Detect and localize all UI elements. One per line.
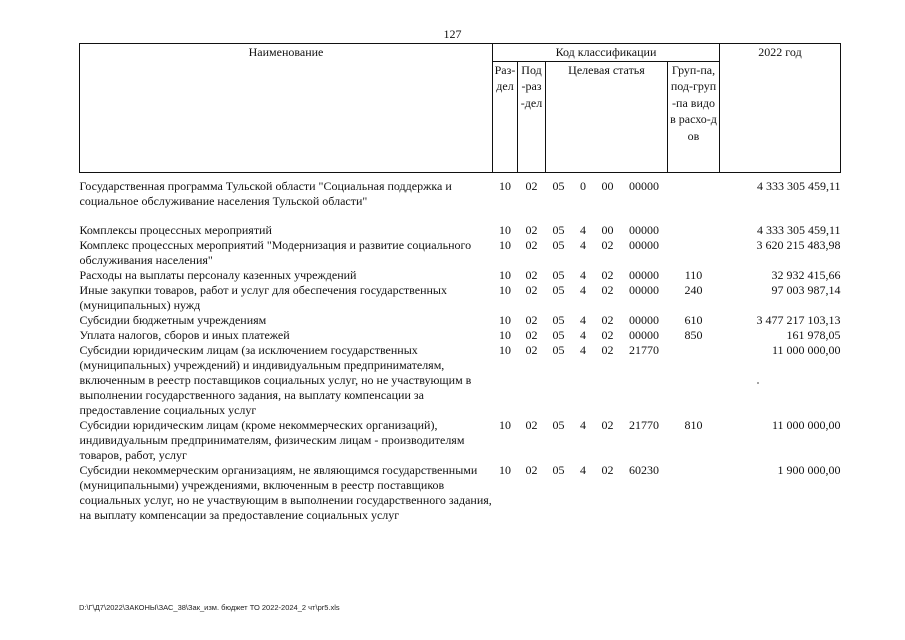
row-code-c3: 05 (552, 282, 565, 297)
row-name: Комплекс процессных мероприятий "Модернизация и развитие социального обслуживания населения" (79, 237, 472, 267)
row-code-c6: 21770 (629, 342, 659, 357)
header-podrazdel (518, 61, 546, 172)
row-code-c5: 00 (601, 178, 614, 193)
row-code-c4: 4 (580, 417, 586, 432)
row-code-c3: 05 (552, 222, 565, 237)
row-code-c3: 05 (552, 417, 565, 432)
row-group-code: 610 (684, 312, 703, 327)
row-code-c2: 02 (525, 222, 538, 237)
header-group-text: Груп-па, под-груп-па видов расхо-дов (670, 62, 717, 143)
row-code-c5: 02 (601, 267, 614, 282)
row-name: Субсидии юридическим лицам (за исключением государственных (муниципальных) учреждений) и индивидуальным предпринимателям, включенным в реестр поставщиков социальных услуг, но не участвующим в выполнении государственного задания, на выплату компенсации за предоставление социальных услуг (79, 342, 472, 417)
budget-table (79, 43, 841, 523)
row-code-c2: 02 (525, 312, 538, 327)
row-name: Субсидии некоммерческим организациям, не являющимся государственными (муниципальными) учреждениями, включенным в реестр поставщиков социальных услуг, но не участвующим в выполнении государственного задания, на выплату компенсации за предоставление социальных услуг (79, 462, 492, 522)
row-code-c1: 10 (499, 417, 511, 432)
header-year: 2022 год (720, 44, 841, 173)
row-amount: 161 978,05 (786, 327, 841, 342)
row-code-c1: 10 (499, 282, 511, 297)
row-code-c4: 4 (580, 312, 586, 327)
row-code-c3: 05 (552, 267, 565, 282)
row-code-c5: 02 (601, 327, 614, 342)
table-row (80, 463, 841, 523)
row-code-c5: 02 (601, 462, 614, 477)
row-code-c4: 4 (580, 462, 586, 477)
row-amount: 4 333 305 459,11 (756, 222, 841, 237)
row-code-c2: 02 (525, 267, 538, 282)
row-code-c5: 02 (601, 282, 614, 297)
row-amount: 3 620 215 483,98 (756, 237, 841, 252)
row-code-c5: 02 (601, 417, 614, 432)
row-code-c2: 02 (525, 178, 538, 193)
row-amount: 3 477 217 103,13 (756, 312, 841, 327)
row-amount: 1 900 000,00 (777, 462, 841, 477)
table-row (80, 223, 841, 238)
row-code-c2: 02 (525, 282, 538, 297)
row-code-c1: 10 (499, 327, 511, 342)
header-name: Наименование (80, 44, 493, 173)
row-group-code: 110 (684, 267, 703, 282)
row-gap (80, 209, 841, 223)
row-code-c6: 00000 (629, 267, 659, 282)
row-name: Субсидии бюджетным учреждениям (79, 312, 267, 327)
row-code-c5: 02 (601, 312, 614, 327)
row-code-c5: 00 (601, 222, 614, 237)
row-code-c6: 00000 (629, 222, 659, 237)
row-group-code: 850 (684, 327, 703, 342)
row-code-c2: 02 (525, 342, 538, 357)
row-name: Иные закупки товаров, работ и услуг для обеспечения государственных (муниципальных) нужд (79, 282, 447, 312)
row-code-c3: 05 (552, 327, 565, 342)
row-code-c6: 21770 (629, 417, 659, 432)
row-code-c1: 10 (499, 222, 511, 237)
table-row (80, 343, 841, 418)
row-code-c1: 10 (499, 342, 511, 357)
table-row (80, 283, 841, 313)
row-amount: 97 003 987,14 (771, 282, 841, 297)
row-code-c1: 10 (499, 237, 511, 252)
row-amount: 11 000 000,00 (771, 342, 841, 357)
row-code-c6: 60230 (629, 462, 659, 477)
table-row (80, 313, 841, 328)
row-name: Государственная программа Тульской области "Социальная поддержка и социальное обслуживание населения Тульской области" (79, 178, 452, 208)
row-code-c6: 00000 (629, 178, 659, 193)
row-name: Уплата налогов, сборов и иных платежей (79, 327, 290, 342)
header-classification: Код классификации (493, 44, 720, 62)
row-code-c3: 05 (552, 312, 565, 327)
row-code-c2: 02 (525, 462, 538, 477)
row-group-code: 240 (684, 282, 703, 297)
row-code-c3: 05 (552, 462, 565, 477)
header-group (668, 61, 720, 172)
row-code-c2: 02 (525, 417, 538, 432)
row-group-code (668, 463, 720, 523)
file-path-footer: D:\Г\Д7\2022\ЗАКОНЫ\ЗАС_38\Зак_изм. бюджет ТО 2022-2024_2 чт\pr5.xls (79, 603, 340, 612)
header-podrazdel-text: Под-раз-дел (520, 62, 543, 110)
table-row (80, 268, 841, 283)
row-code-c3: 05 (552, 342, 565, 357)
row-code-c4: 4 (580, 327, 586, 342)
row-code-c1: 10 (499, 462, 511, 477)
row-code-c1: 10 (499, 178, 511, 193)
row-code-c6: 00000 (629, 282, 659, 297)
header-target-article: Целевая статья (546, 61, 668, 172)
header-razdel (493, 61, 518, 172)
row-code-c2: 02 (525, 327, 538, 342)
page-number: 127 (443, 27, 462, 41)
row-code-c6: 00000 (629, 327, 659, 342)
row-code-c5: 02 (601, 342, 614, 357)
row-name: Комплексы процессных мероприятий (79, 222, 272, 237)
row-name: Субсидии юридическим лицам (кроме некоммерческих организаций), индивидуальным предпринимателям, физическим лицам - производителям товаров, работ, услуг (79, 417, 465, 462)
row-code-c3: 05 (552, 178, 565, 193)
row-code-c3: 05 (552, 237, 565, 252)
row-group-code (668, 343, 720, 418)
row-code-c2: 02 (525, 237, 538, 252)
row-amount: 32 932 415,66 (771, 267, 841, 282)
row-group-code: 810 (684, 417, 703, 432)
row-code-c4: 4 (580, 237, 586, 252)
table-row (80, 238, 841, 268)
row-code-c4: 4 (580, 222, 586, 237)
row-code-c4: 4 (580, 342, 586, 357)
row-name: Расходы на выплаты персоналу казенных учреждений (79, 267, 357, 282)
row-amount: 4 333 305 459,11 (756, 178, 841, 193)
row-code-c1: 10 (499, 267, 511, 282)
table-row (80, 328, 841, 343)
row-code-c4: 0 (580, 178, 586, 193)
row-code-c6: 00000 (629, 312, 659, 327)
row-amount: 11 000 000,00 (771, 417, 841, 432)
row-code-c4: 4 (580, 267, 586, 282)
row-group-code (668, 223, 720, 238)
row-code-c1: 10 (499, 312, 511, 327)
row-code-c4: 4 (580, 282, 586, 297)
row-group-code (668, 238, 720, 268)
row-code-c6: 00000 (629, 237, 659, 252)
scan-artifact (757, 382, 759, 384)
table-row (80, 418, 841, 463)
header-razdel-text: Раз-дел (494, 62, 516, 93)
row-code-c5: 02 (601, 237, 614, 252)
row-group-code (668, 179, 720, 209)
table-row (80, 179, 841, 209)
